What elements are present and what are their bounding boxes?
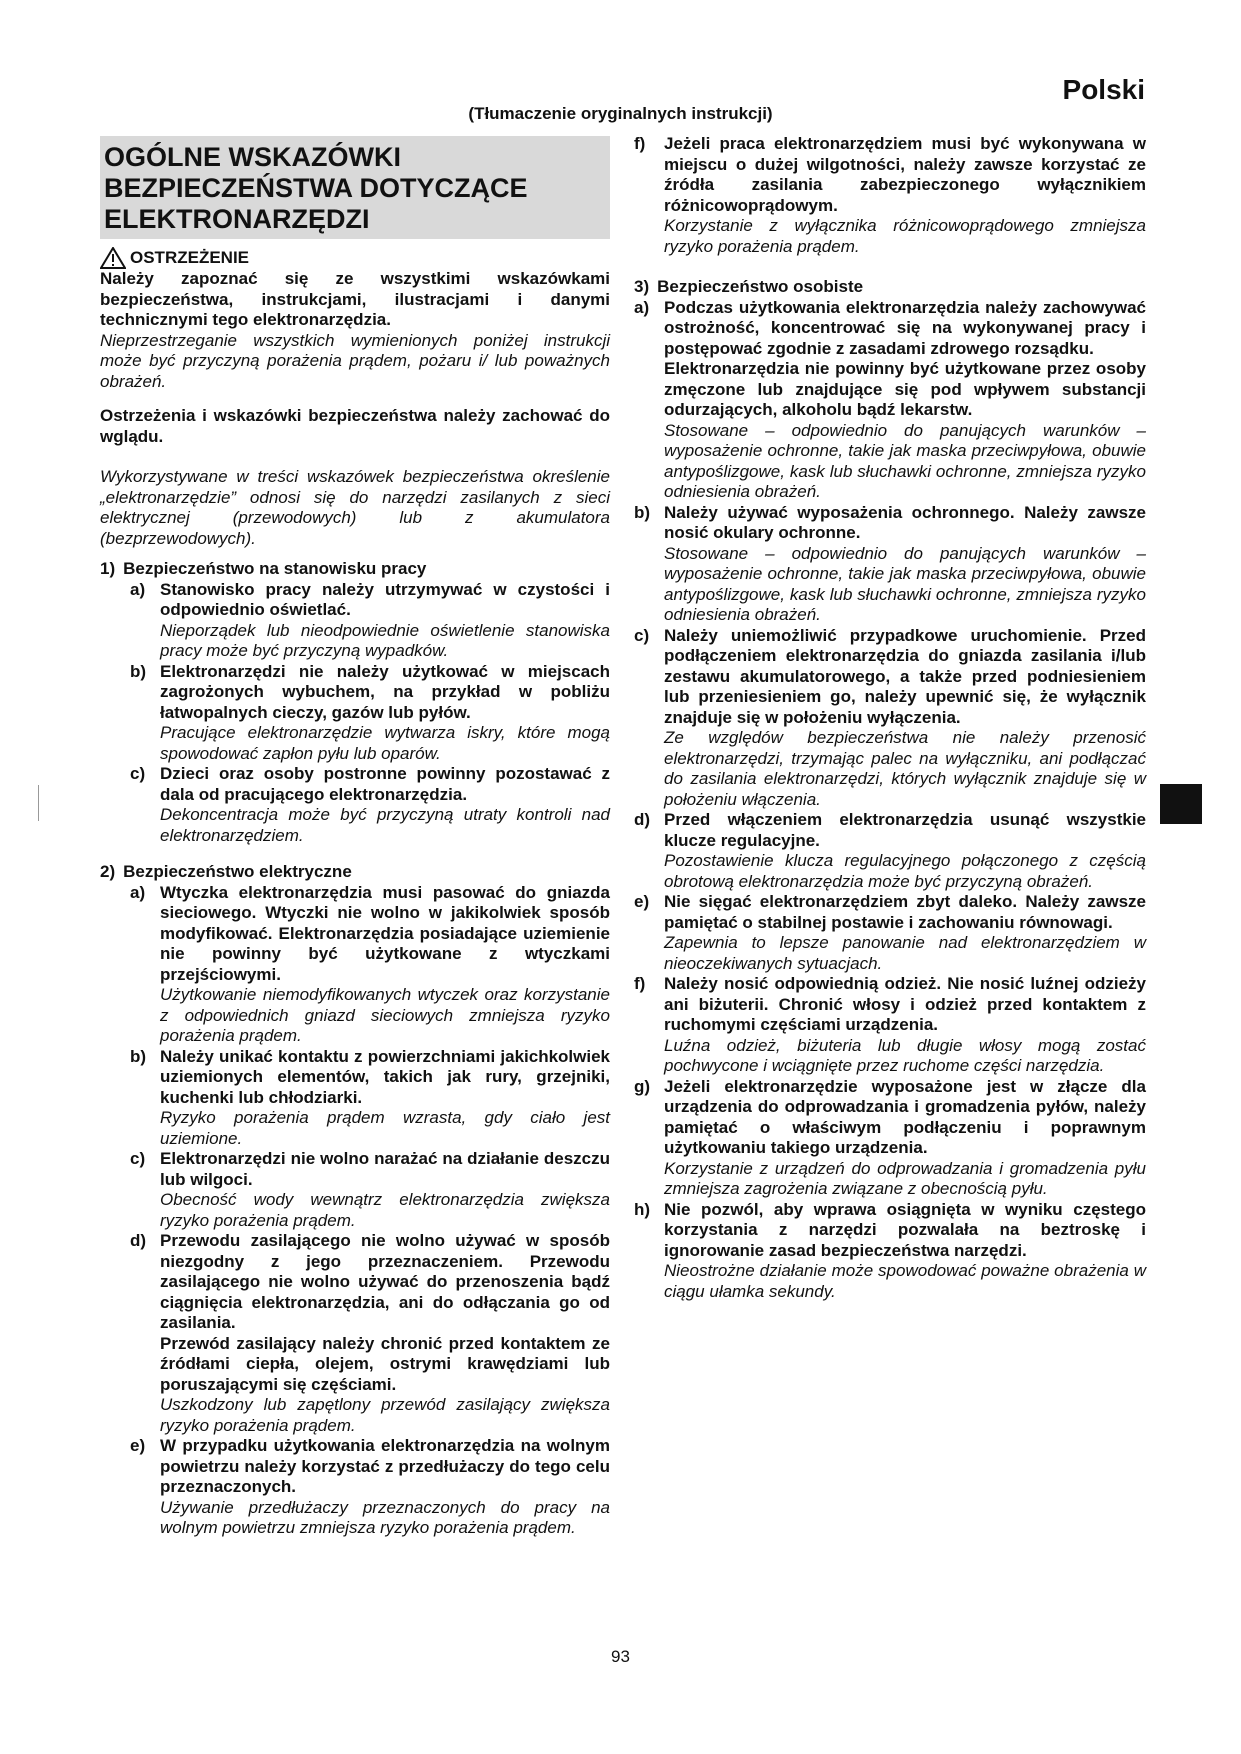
section-2-items <box>100 883 610 1539</box>
item-bold: Jeżeli elektronarzędzie wyposażone jest w złącze dla urządzenia do odprowadzania i gromadzenia pyłów, należy pamiętać o właściwym podłączeniu i poprawnym użytkowaniu takiego urządzenia. <box>664 1076 1146 1157</box>
item-italic: Użytkowanie niemodyfikowanych wtyczek oraz korzystanie z odpowiednich gniazd sieciowych zmniejsza ryzyko porażenia prądem. <box>160 985 610 1045</box>
item-italic: Nieostrożne działanie może spowodować poważne obrażenia w ciągu ułamka sekundy. <box>664 1261 1146 1301</box>
edge-mark <box>38 785 39 821</box>
list-item <box>634 974 1146 1077</box>
list-item <box>634 298 1146 503</box>
list-item <box>634 134 1146 257</box>
list-item <box>130 1149 610 1231</box>
item-italic: Stosowane – odpowiednio do panujących warunków – wyposażenie ochronne, takie jak maska przeciwpyłowa, obuwie antypoślizgowe, kask lub słuchawki ochronne, zmniejsza ryzyko odniesienia obrażeń. <box>664 543 1146 624</box>
section-1-items <box>100 580 610 847</box>
item-bold: Przed włączeniem elektronarzędzia usunąć wszystkie klucze regulacyjne. <box>664 810 1146 850</box>
item-label: b) <box>634 502 651 522</box>
list-item <box>634 810 1146 892</box>
item-italic: Pozostawienie klucza regulacyjnego połączonego z częścią obrotową elektronarzędzia może być przyczyną obrażeń. <box>664 851 1146 891</box>
item-bold-2: Przewód zasilający należy chronić przed kontaktem ze źródłami ciepła, olejem, ostrymi krawędziami lub poruszającymi się częściami. <box>160 1333 610 1394</box>
item-bold-2: Elektronarzędzia nie powinny być użytkowane przez osoby zmęczone lub znajdujące się pod wpływem substancji odurzających, alkoholu bądź lekarstw. <box>664 359 1146 419</box>
item-italic: Zapewnia to lepsze panowanie nad elektronarzędziem w nieoczekiwanych sytuacjach. <box>664 933 1146 973</box>
section-title-text: Bezpieczeństwo osobiste <box>657 277 864 296</box>
item-label: c) <box>130 764 146 783</box>
list-item <box>130 1047 610 1150</box>
item-label: d) <box>634 810 651 829</box>
left-column <box>100 136 610 1539</box>
item-label: a) <box>130 579 146 599</box>
item-label: b) <box>130 1046 147 1066</box>
item-bold: Należy używać wyposażenia ochronnego. Należy zawsze nosić okulary ochronne. <box>664 502 1146 542</box>
section-title-text: Bezpieczeństwo elektryczne <box>123 862 352 881</box>
list-item <box>634 1200 1146 1303</box>
item-bold: Nie sięgać elektronarzędziem zbyt daleko. Należy zawsze pamiętać o stabilnej postawie i zachowaniu równowagi. <box>664 892 1146 932</box>
section-number: 2) <box>100 862 116 881</box>
warning-label: OSTRZEŻENIE <box>130 247 250 267</box>
item-bold: Podczas użytkowania elektronarzędzia należy zachowywać ostrożność, koncentrować się na wykonywanej pracy i postępować zgodnie z zasadami zdrowego rozsądku. <box>664 297 1146 358</box>
item-label: f) <box>634 974 646 993</box>
page-number: 93 <box>611 1647 630 1666</box>
warning-triangle-icon <box>100 247 126 269</box>
intro-italic: Nieprzestrzeganie wszystkich wymienionych poniżej instrukcji może być przyczyną porażenia prądem, pożaru i/ lub poważnych obrażeń. <box>100 330 610 391</box>
item-label: e) <box>130 1436 146 1455</box>
item-italic: Uszkodzony lub zapętlony przewód zasilający zwiększa ryzyko porażenia prądem. <box>160 1395 610 1435</box>
item-label: c) <box>130 1149 146 1168</box>
item-label: f) <box>634 134 646 153</box>
item-bold: Przewodu zasilającego nie wolno używać w sposób niezgodny z jego przeznaczeniem. Przewodu zasilającego nie wolno używać do przenoszenia bądź ciągnięcia elektronarzędzia, ani do odłączania go od zasilania. <box>160 1231 610 1332</box>
warning-heading <box>100 247 610 269</box>
section-title-text: Bezpieczeństwo na stanowisku pracy <box>123 559 427 578</box>
item-label: e) <box>634 892 650 911</box>
item-italic: Pracujące elektronarzędzie wytwarza iskry, które mogą spowodować zapłon pyłu lub oparów. <box>160 723 610 763</box>
section-number: 3) <box>634 277 650 296</box>
item-italic: Używanie przedłużaczy przeznaczonych do pracy na wolnym powietrzu zmniejsza ryzyko porażenia prądem. <box>160 1497 610 1537</box>
list-item <box>130 580 610 662</box>
list-item <box>634 1077 1146 1200</box>
list-item <box>130 662 610 765</box>
item-label: g) <box>634 1076 651 1096</box>
list-item <box>634 892 1146 974</box>
language-label: Polski <box>1062 74 1145 105</box>
item-bold: Jeżeli praca elektronarzędziem musi być wykonywana w miejscu o dużej wilgotności, należy zawsze korzystać ze źródła zasilania zabezpieczonego wyłącznikiem różnicowoprądowym. <box>664 134 1146 215</box>
item-label: d) <box>130 1231 147 1250</box>
section-title: OGÓLNE WSKAZÓWKI BEZPIECZEŃSTWA DOTYCZĄCE ELEKTRONARZĘDZI <box>100 136 610 239</box>
keep-instructions: Ostrzeżenia i wskazówki bezpieczeństwa należy zachować do wglądu. <box>100 406 610 446</box>
section-3-items <box>634 298 1146 1303</box>
item-italic: Luźna odzież, biżuteria lub długie włosy mogą zostać pochwycone i wciągnięte przez ruchome części narzędzia. <box>664 1035 1146 1075</box>
list-item <box>130 883 610 1047</box>
item-italic: Nieporządek lub nieodpowiednie oświetlenie stanowiska pracy może być przyczyną wypadków. <box>160 620 610 660</box>
item-bold: Nie pozwól, aby wprawa osiągnięta w wyniku częstego korzystania z narzędzi pozwalała na beztroskę i ignorowanie zasad bezpieczeństwa narzędzi. <box>664 1199 1146 1260</box>
item-italic: Dekoncentracja może być przyczyną utraty kontroli nad elektronarzędziem. <box>160 805 610 845</box>
item-label: c) <box>634 625 650 645</box>
item-bold: Elektronarzędzi nie wolno narażać na działanie deszczu lub wilgoci. <box>160 1149 610 1189</box>
right-column <box>634 134 1146 1302</box>
item-label: a) <box>130 882 146 902</box>
item-bold: W przypadku użytkowania elektronarzędzia na wolnym powietrzu należy korzystać z przedłużaczy do tego celu przeznaczonych. <box>160 1436 610 1496</box>
intro-bold: Należy zapoznać się ze wszystkimi wskazówkami bezpieczeństwa, instrukcjami, ilustracjami i danymi technicznymi tego elektronarzędzia. <box>100 269 610 329</box>
item-bold: Dzieci oraz osoby postronne powinny pozostawać z dala od pracującego elektronarzędzia. <box>160 764 610 804</box>
section-3-heading <box>634 277 1146 298</box>
section-2-heading <box>100 862 610 883</box>
item-bold: Elektronarzędzi nie należy użytkować w miejscach zagrożonych wybuchem, na przykład w pobliżu łatwopalnych cieczy, gazów lub pyłów. <box>160 661 610 722</box>
list-item <box>130 1436 610 1539</box>
section-number: 1) <box>100 559 116 578</box>
language-tab-marker <box>1160 784 1202 824</box>
item-bold: Należy nosić odpowiednią odzież. Nie nosić luźnej odzieży ani biżuterii. Chronić włosy i odzież przed kontaktem z ruchomymi częściami urządzenia. <box>664 974 1146 1034</box>
item-italic: Obecność wody wewnątrz elektronarzędzia zwiększa ryzyko porażenia prądem. <box>160 1190 610 1230</box>
item-italic: Korzystanie z urządzeń do odprowadzania i gromadzenia pyłu zmniejsza zagrożenia związane z obecnością pyłu. <box>664 1158 1146 1198</box>
item-italic: Korzystanie z wyłącznika różnicowoprądowego zmniejsza ryzyko porażenia prądem. <box>664 216 1146 256</box>
list-item <box>130 1231 610 1436</box>
item-bold: Stanowisko pracy należy utrzymywać w czystości i odpowiednio oświetlać. <box>160 579 610 619</box>
item-label: b) <box>130 661 147 681</box>
item-label: a) <box>634 297 650 317</box>
list-item <box>634 503 1146 626</box>
item-bold: Należy uniemożliwić przypadkowe uruchomienie. Przed podłączeniem elektronarzędzia do gniazda zasilania i/lub zestawu akumulatorowego, a także przed podniesieniem lub przeniesieniem go, należy upewnić się, że wyłącznik znajduje się w położeniu wyłączenia. <box>664 625 1146 727</box>
list-item <box>130 764 610 846</box>
item-italic: Ze względów bezpieczeństwa nie należy przenosić elektronarzędzi, trzymając palec na wyłączniku, ani podłączać do zasilania elektronarzędzi, których wyłącznik znajduje się w położeniu włączenia. <box>664 728 1146 809</box>
item-bold: Należy unikać kontaktu z powierzchniami jakichkolwiek uziemionych elementów, takich jak rury, grzejniki, kuchenki lub chłodziarki. <box>160 1046 610 1107</box>
item-italic: Stosowane – odpowiednio do panujących warunków – wyposażenie ochronne, takie jak maska przeciwpyłowa, obuwie antypoślizgowe, kask lub słuchawki ochronne, zmniejsza ryzyko odniesienia obrażeń. <box>664 420 1146 501</box>
list-item <box>634 626 1146 811</box>
item-label: h) <box>634 1199 651 1219</box>
item-bold: Wtyczka elektronarzędzia musi pasować do gniazda sieciowego. Wtyczki nie wolno w jakikolwiek sposób modyfikować. Elektronarzędzia posiadające uziemienie nie powinny być użytkowane z wtyczkami przejściowymi. <box>160 882 610 984</box>
definition-text: Wykorzystywane w treści wskazówek bezpieczeństwa określenie „elektronarzędzie” odnosi się do narzędzi zasilanych z sieci elektrycznej (przewodowych) lub z akumulatora (bezprzewodowych). <box>100 467 610 548</box>
section-1-heading <box>100 559 610 580</box>
item-italic: Ryzyko porażenia prądem wzrasta, gdy ciało jest uziemione. <box>160 1108 610 1148</box>
translation-subtitle: (Tłumaczenie oryginalnych instrukcji) <box>468 104 773 123</box>
